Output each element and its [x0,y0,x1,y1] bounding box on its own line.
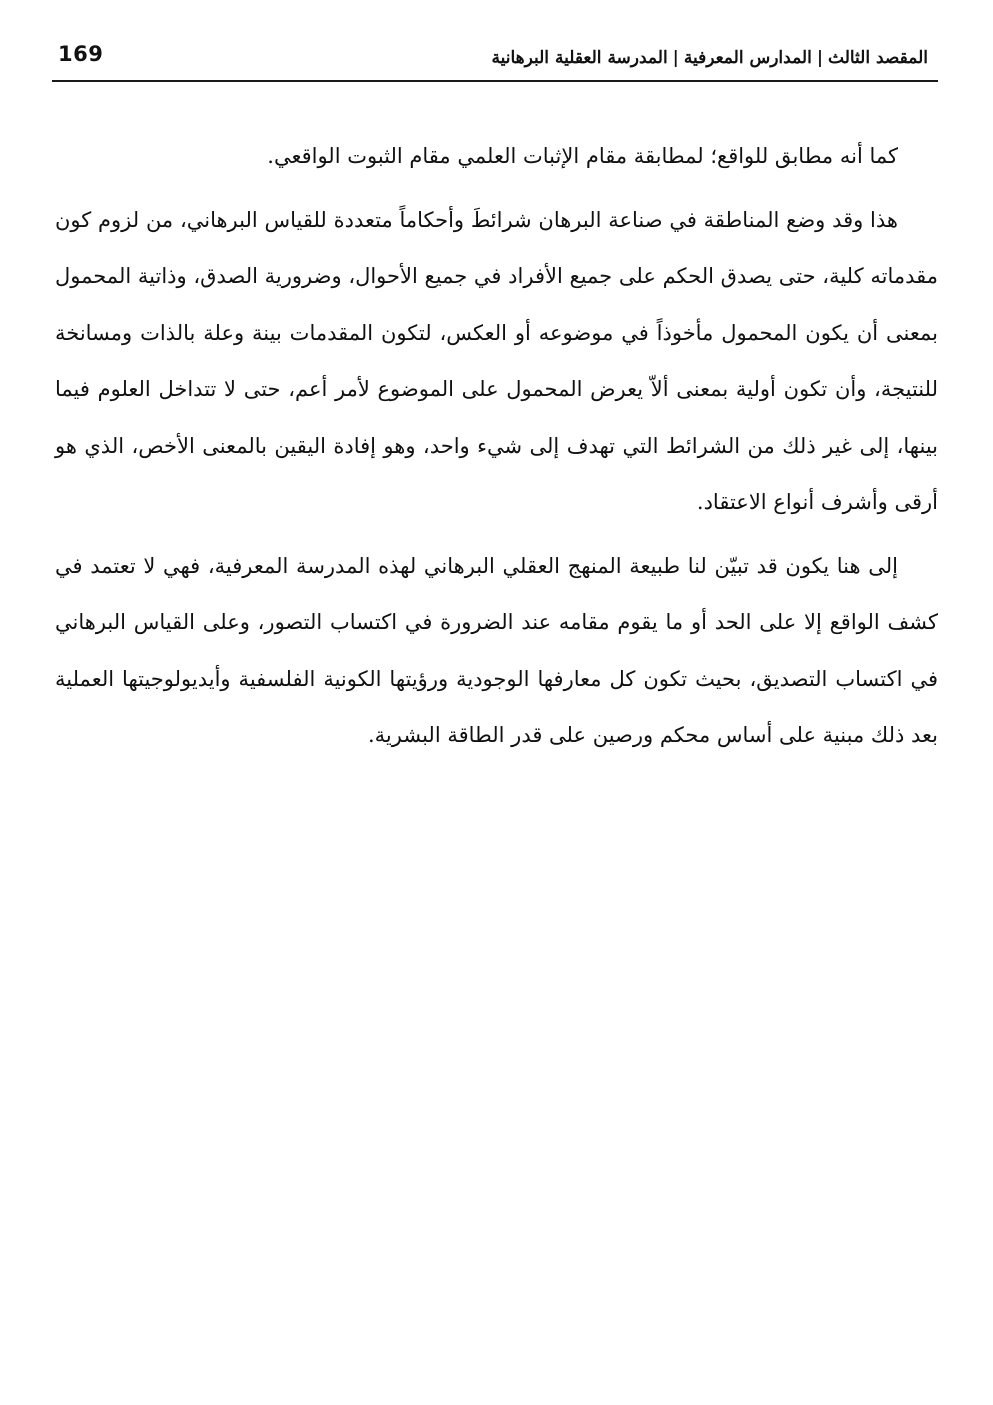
paragraph: كما أنه مطابق للواقع؛ لمطابقة مقام الإثبات العلمي مقام الثبوت الواقعي. [267,144,898,168]
header-section-schools: المدارس المعرفية [683,48,812,68]
body-text [55,128,938,764]
paragraph: إلى هنا يكون قد تبيّن لنا طبيعة المنهج العقلي البرهاني لهذه المدرسة المعرفية، فهي لا تعتمد في كشف الواقع إلا على الحد أو ما يقوم مقامه عند الضرورة في اكتساب التصور، وعلى القياس البرهاني في اكتساب التصديق، بحيث تكون كل معارفها الوجودية ورؤيتها الكونية الفلسفية وأيديولوجيتها العملية بعد ذلك مبنية على أساس محكم ورصين على قدر الطاقة البشرية. [55,553,938,747]
paragraph: هذا وقد وضع المناطقة في صناعة البرهان شرائطَ وأحكاماً متعددة للقياس البرهاني، من لزوم كون مقدماته كلية، حتى يصدق الحكم على جميع الأفراد في جميع الأحوال، وضرورية الصدق، وذاتية المحمول بمعنى أن يكون المحمول مأخوذاً في موضوعه أو العكس، لتكون المقدمات بينة وعلة بالذات ومسانخة للنتيجة، وأن تكون أولية بمعنى ألاّ يعرض المحمول على الموضوع لأمر أعم، حتى لا تتداخل العلوم فيما بينها، إلى غير ذلك من الشرائط التي تهدف إلى شيء واحد، وهو إفادة اليقين بالمعنى الأخص، الذي هو أرقى وأشرف أنواع الاعتقاد. [55,207,938,514]
header-section-chapter: المقصد الثالث [828,48,928,68]
page-header [52,36,938,82]
header-separator: | [672,48,679,68]
header-separator: | [816,48,823,68]
header-section-school-name: المدرسة العقلية البرهانية [491,48,668,68]
page-number: 169 [58,42,104,66]
running-header [492,48,929,68]
